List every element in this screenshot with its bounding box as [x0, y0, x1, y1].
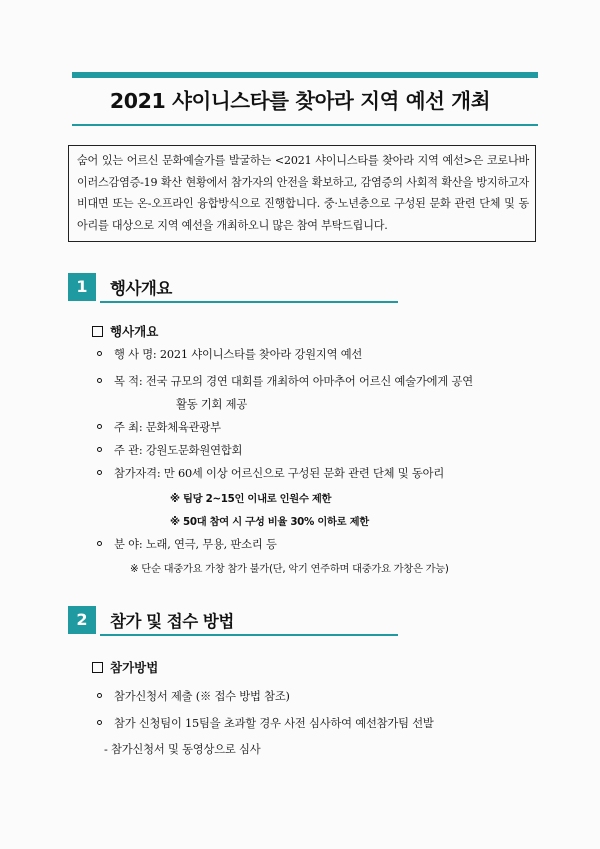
section-2-subheading-label: 참가방법: [110, 660, 159, 675]
section-1-title: 행사개요: [110, 279, 172, 298]
list-item-purpose: 목 적: 전국 규모의 경연 대회를 개최하여 아마추어 어르신 예술가에게 공연: [114, 375, 473, 388]
field-note: ※ 단순 대중가요 가창 참가 불가(단, 악기 연주하며 대중가요 가창은 가능): [130, 563, 449, 575]
list-item-prescreen: 참가 신청팀이 15팀을 초과할 경우 사전 심사하여 예선참가팀 선발: [114, 717, 434, 730]
list-item-event-name: 행 사 명: 2021 샤이니스타를 찾아라 강원지역 예선: [114, 348, 363, 361]
section-1-subheading: [92, 322, 158, 340]
list-item-purpose-cont: 활동 기회 제공: [176, 398, 248, 411]
eligibility-note-team-size: ※ 팀당 2~15인 이내로 인원수 제한: [170, 493, 332, 505]
list-item-field: 분 야: 노래, 연극, 무용, 판소리 등: [114, 538, 277, 551]
circle-bullet-icon: [97, 693, 102, 698]
section-2-subheading: [92, 658, 158, 676]
circle-bullet-icon: [97, 720, 102, 725]
list-item-review-method: - 참가신청서 및 동영상으로 심사: [104, 743, 261, 756]
section-2-rule: [100, 634, 398, 636]
circle-bullet-icon: [97, 351, 102, 356]
section-2-title: 참가 및 접수 방법: [110, 612, 234, 631]
circle-bullet-icon: [97, 447, 102, 452]
section-1-number: 1: [68, 273, 96, 301]
list-item-submit-form: 참가신청서 제출 (※ 접수 방법 참조): [114, 690, 290, 703]
list-item-eligibility: 참가자격: 만 60세 이상 어르신으로 구성된 문화 관련 단체 및 동아리: [114, 467, 445, 480]
list-item-host: 주 최: 문화체육관광부: [114, 421, 221, 434]
section-2-number: 2: [68, 606, 96, 634]
list-item-organizer: 주 관: 강원도문화원연합회: [114, 444, 243, 457]
page-title: 2021 샤이니스타를 찾아라 지역 예선 개최: [109, 89, 491, 113]
circle-bullet-icon: [97, 424, 102, 429]
intro-box: 숨어 있는 어르신 문화예술가를 발굴하는 <2021 샤이니스타를 찾아라 지역 예선>은 코로나바이러스감염증-19 확산 현황에서 참가자의 안전을 확보하고, 감염증의 사회적 확산을 방지하고자 비대면 또는 온-오프라인 융합방식으로 진행합니다. 중·노년층으로 구성된 문화 관련 단체 및 동아리를 대상으로 지역 예선을 개최하오니 많은 참여 부탁드립니다.: [68, 145, 536, 242]
checkbox-square-icon: [92, 662, 103, 673]
checkbox-square-icon: [92, 326, 103, 337]
circle-bullet-icon: [97, 470, 102, 475]
eligibility-note-50s: ※ 50대 참여 시 구성 비율 30% 이하로 제한: [170, 516, 369, 528]
circle-bullet-icon: [97, 378, 102, 383]
circle-bullet-icon: [97, 541, 102, 546]
title-top-rule: [72, 72, 538, 78]
section-1-rule: [100, 301, 398, 303]
title-bottom-rule: [72, 124, 538, 126]
section-1-subheading-label: 행사개요: [110, 324, 159, 339]
